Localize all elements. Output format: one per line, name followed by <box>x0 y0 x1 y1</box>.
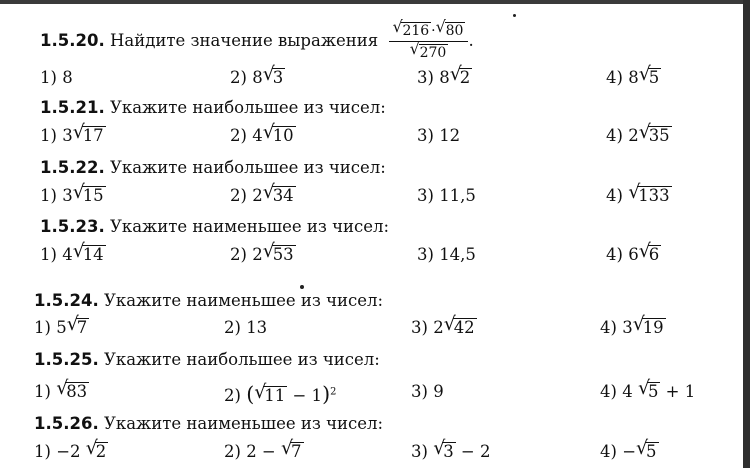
sqrt-expression: √ 2 <box>85 437 107 461</box>
sqrt-expression: √ 3 <box>262 63 284 87</box>
answer-option[interactable]: 4) 3 √ 19 <box>600 313 664 337</box>
problem-number: 1.5.23. <box>40 217 105 236</box>
sqrt-expression: √ 216 <box>392 17 430 39</box>
answer-option[interactable]: 2) 8 √ 3 <box>230 63 284 87</box>
scan-speck <box>300 285 304 289</box>
sqrt-expression: √ 6 <box>638 240 660 264</box>
problem-1-5-26-heading <box>34 414 383 433</box>
sqrt-expression: √ 53 <box>262 240 294 264</box>
answer-option[interactable]: 2) 2 √ 34 <box>230 181 294 205</box>
sqrt-expression: √ 133 <box>628 181 670 205</box>
answer-option[interactable]: 3) 9 <box>411 382 444 401</box>
sqrt-expression: √ 5 <box>636 437 657 461</box>
answer-option[interactable]: 1) 5 √ 7 <box>34 313 88 337</box>
problem-number: 1.5.26. <box>34 414 99 433</box>
scan-right-border <box>743 0 750 468</box>
sqrt-expression: √ 10 <box>262 121 294 145</box>
sqrt-expression: √ 42 <box>443 313 475 337</box>
fraction-denominator <box>389 39 468 62</box>
answer-option[interactable]: 2) 2 √ 53 <box>230 240 294 264</box>
answer-option[interactable]: 2) 2 − √ 7 <box>224 437 302 461</box>
worksheet-page <box>0 4 742 468</box>
problem-1-5-24-heading <box>34 291 383 310</box>
problem-prompt: Укажите наибольшее из чисел: <box>109 98 386 117</box>
sqrt-expression: √ 11 <box>254 381 286 405</box>
problem-number: 1.5.21. <box>40 98 105 117</box>
answer-option[interactable]: 4) √ 133 <box>606 181 670 205</box>
answer-option[interactable]: 2) 13 <box>224 318 268 337</box>
problem-prompt: Укажите наибольшее из чисел: <box>109 158 386 177</box>
answer-option[interactable]: 1) −2 √ 2 <box>34 437 107 461</box>
answer-option[interactable]: 3) 11,5 <box>417 186 476 205</box>
sqrt-expression: √ 7 <box>66 313 88 337</box>
sqrt-expression: √ 7 <box>281 437 302 461</box>
problem-prompt: Укажите наименьшее из чисел: <box>109 217 390 236</box>
answer-option[interactable]: 4) 2 √ 35 <box>606 121 670 145</box>
answer-option[interactable]: 1) √ 83 <box>34 377 88 401</box>
answer-option[interactable]: 1) 8 <box>40 68 73 87</box>
scan-speck <box>513 14 516 17</box>
answer-option[interactable]: 4) 4 √ 5 + 1 <box>600 377 696 401</box>
answer-option[interactable]: 3) 12 <box>417 126 461 145</box>
sqrt-expression: √ 19 <box>632 313 664 337</box>
answer-option[interactable]: 4) − √ 5 <box>600 437 657 461</box>
sqrt-expression: √ 2 <box>449 63 471 87</box>
problem-prompt: Укажите наименьшее из чисел: <box>103 291 384 310</box>
fraction-numerator: √ 216 · √ 80 <box>389 22 468 42</box>
sqrt-expression: √ 83 <box>56 377 88 401</box>
answer-option[interactable]: 2) 4 √ 10 <box>230 121 294 145</box>
sqrt-expression: √ 15 <box>72 181 104 205</box>
sqrt-expression: √ 35 <box>638 121 670 145</box>
answer-option[interactable]: 4) 6 √ 6 <box>606 240 660 264</box>
sqrt-expression: √ 5 <box>638 63 660 87</box>
answer-option[interactable]: 1) 3 √ 15 <box>40 181 104 205</box>
problem-prompt: Укажите наименьшее из чисел: <box>103 414 384 433</box>
sqrt-expression: √ 80 <box>435 17 464 39</box>
answer-option[interactable]: 3) √ 3 − 2 <box>411 437 491 461</box>
problem-1-5-22-heading <box>40 158 386 177</box>
answer-option[interactable]: 1) 3 √ 17 <box>40 121 104 145</box>
problem-1-5-21-heading <box>40 98 386 117</box>
problem-prompt: Укажите наибольшее из чисел: <box>103 350 380 369</box>
sqrt-expression: √ 5 <box>637 377 659 401</box>
problem-number: 1.5.22. <box>40 158 105 177</box>
sqrt-expression: √ 17 <box>72 121 104 145</box>
answer-option[interactable]: 2) ( √ 11 − 1)$^2$ <box>224 381 337 406</box>
problem-1-5-25-heading <box>34 350 380 369</box>
problem-number: 1.5.24. <box>34 291 99 310</box>
answer-option[interactable]: 3) 8 √ 2 <box>417 63 471 87</box>
problem-number: 1.5.20. <box>40 31 105 51</box>
problem-prompt: Найдите значение выражения <box>109 31 379 51</box>
answer-option[interactable]: 3) 2 √ 42 <box>411 313 475 337</box>
answer-option[interactable]: 3) 14,5 <box>417 245 476 264</box>
problem-number: 1.5.25. <box>34 350 99 369</box>
sqrt-expression: √ 14 <box>72 240 104 264</box>
answer-option[interactable]: 1) 4 √ 14 <box>40 240 104 264</box>
problem-1-5-23-heading <box>40 217 389 236</box>
problem-1-5-20-heading: 1.5.20. Найдите значение выражения √ 216 · √ 80 √ 270 . <box>40 17 474 62</box>
expression-fraction <box>389 17 468 62</box>
sqrt-expression: √ 34 <box>262 181 294 205</box>
sqrt-expression: √ 270 <box>409 39 447 62</box>
sqrt-expression: √ 3 <box>433 437 454 461</box>
answer-option[interactable]: 4) 8 √ 5 <box>606 63 660 87</box>
